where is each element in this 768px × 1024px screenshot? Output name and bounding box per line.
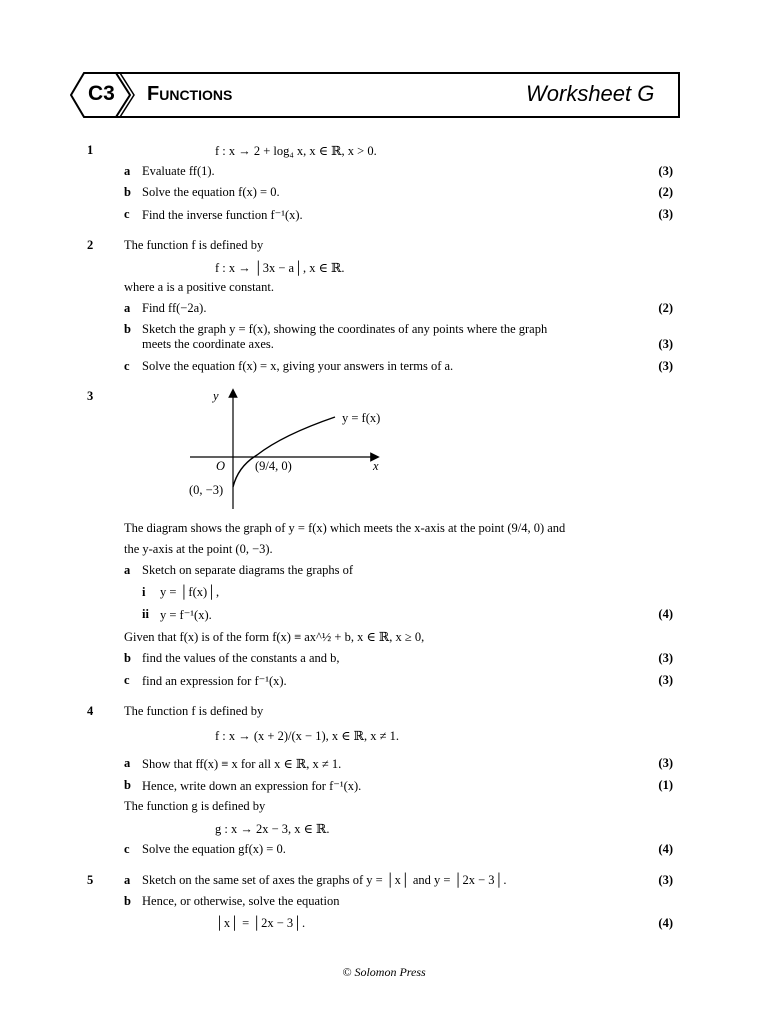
part-text-continued: meets the coordinate axes. <box>142 337 274 351</box>
part-text: Sketch the graph y = f(x), showing the coordinates of any points where the graph <box>142 322 548 336</box>
part-letter: c <box>124 842 130 856</box>
part-letter: c <box>124 673 130 687</box>
intro-text: The function f is defined by <box>124 238 264 252</box>
part-text: Sketch on separate diagrams the graphs of <box>142 563 354 577</box>
part-text: Sketch on the same set of axes the graphs of y = │x│ and y = │2x − 3│. <box>142 873 507 887</box>
part-letter: a <box>124 563 131 577</box>
curve <box>233 417 335 487</box>
marks: (3) <box>658 164 673 178</box>
worksheet-label: Worksheet G <box>526 81 655 106</box>
y-axis-label: y <box>213 389 219 403</box>
part-text: Hence, or otherwise, solve the equation <box>142 894 340 908</box>
subpart-text: y = f⁻¹(x). <box>160 608 212 622</box>
question-number: 4 <box>87 704 94 718</box>
marks: (3) <box>658 873 673 887</box>
marks: (2) <box>658 301 673 315</box>
equation: │x│ = │2x − 3│. <box>215 916 306 930</box>
intro-text: Given that f(x) is of the form f(x) ≡ ax^½ + b, x ∈ ℝ, x ≥ 0, <box>124 630 425 644</box>
part-letter: b <box>124 894 131 908</box>
marks: (3) <box>658 651 673 665</box>
subpart-text: y = │f(x)│, <box>160 585 220 599</box>
marks: (4) <box>658 916 673 930</box>
question-number: 3 <box>87 389 94 403</box>
part-letter: c <box>124 207 130 221</box>
intro-text: The function f is defined by <box>124 704 264 718</box>
part-text: Solve the equation gf(x) = 0. <box>142 842 286 856</box>
part-text: Show that ff(x) ≡ x for all x ∈ ℝ, x ≠ 1. <box>142 757 342 771</box>
intro-text: The diagram shows the graph of y = f(x) which meets the x-axis at the point (9/4, 0) and <box>124 521 566 535</box>
marks: (3) <box>658 337 673 351</box>
marks: (3) <box>658 756 673 770</box>
function-definition: f : x → 2 + log₄ x, x ∈ ℝ, x > 0. <box>215 144 377 158</box>
part-text: Solve the equation f(x) = x, giving your answers in terms of a. <box>142 359 454 373</box>
x-intercept-label: (9/4, 0) <box>255 459 292 473</box>
part-text: find the values of the constants a and b, <box>142 651 340 665</box>
x-axis-label: x <box>373 459 379 473</box>
part-text: Find ff(−2a). <box>142 301 207 315</box>
part-letter: a <box>124 756 131 770</box>
part-letter: b <box>124 322 131 336</box>
footer-copyright: © Solomon Press <box>342 965 426 979</box>
intro-text: the y-axis at the point (0, −3). <box>124 542 273 556</box>
intro-text: where a is a positive constant. <box>124 280 274 294</box>
part-letter: c <box>124 359 130 373</box>
marks: (2) <box>658 185 673 199</box>
part-letter: b <box>124 778 131 792</box>
marks: (1) <box>658 778 673 792</box>
part-text: Hence, write down an expression for f⁻¹(x). <box>142 779 362 793</box>
y-intercept-label: (0, −3) <box>189 483 224 497</box>
curve-label: y = f(x) <box>342 411 381 425</box>
course-code: C3 <box>88 82 115 105</box>
part-letter: b <box>124 185 131 199</box>
intro-text: The function g is defined by <box>124 799 266 813</box>
part-text: Evaluate ff(1). <box>142 164 215 178</box>
part-text: Find the inverse function f⁻¹(x). <box>142 208 303 222</box>
function-definition: g : x → 2x − 3, x ∈ ℝ. <box>215 822 330 836</box>
part-text: find an expression for f⁻¹(x). <box>142 674 287 688</box>
question-number: 1 <box>87 143 94 157</box>
marks: (3) <box>658 359 673 373</box>
part-letter: a <box>124 873 131 887</box>
function-definition: f : x → (x + 2)/(x − 1), x ∈ ℝ, x ≠ 1. <box>215 729 399 743</box>
subpart-numeral: ii <box>142 607 149 621</box>
question-number: 5 <box>87 873 94 887</box>
marks: (3) <box>658 673 673 687</box>
marks: (4) <box>658 607 673 621</box>
marks: (4) <box>658 842 673 856</box>
marks: (3) <box>658 207 673 221</box>
subpart-numeral: i <box>142 585 146 599</box>
part-text: Solve the equation f(x) = 0. <box>142 185 280 199</box>
worksheet-title: Functions <box>147 83 233 105</box>
part-letter: b <box>124 651 131 665</box>
part-letter: a <box>124 301 131 315</box>
function-definition: f : x → │3x − a│, x ∈ ℝ. <box>215 261 345 275</box>
part-letter: a <box>124 164 131 178</box>
origin-label: O <box>216 459 226 473</box>
question-number: 2 <box>87 238 94 252</box>
